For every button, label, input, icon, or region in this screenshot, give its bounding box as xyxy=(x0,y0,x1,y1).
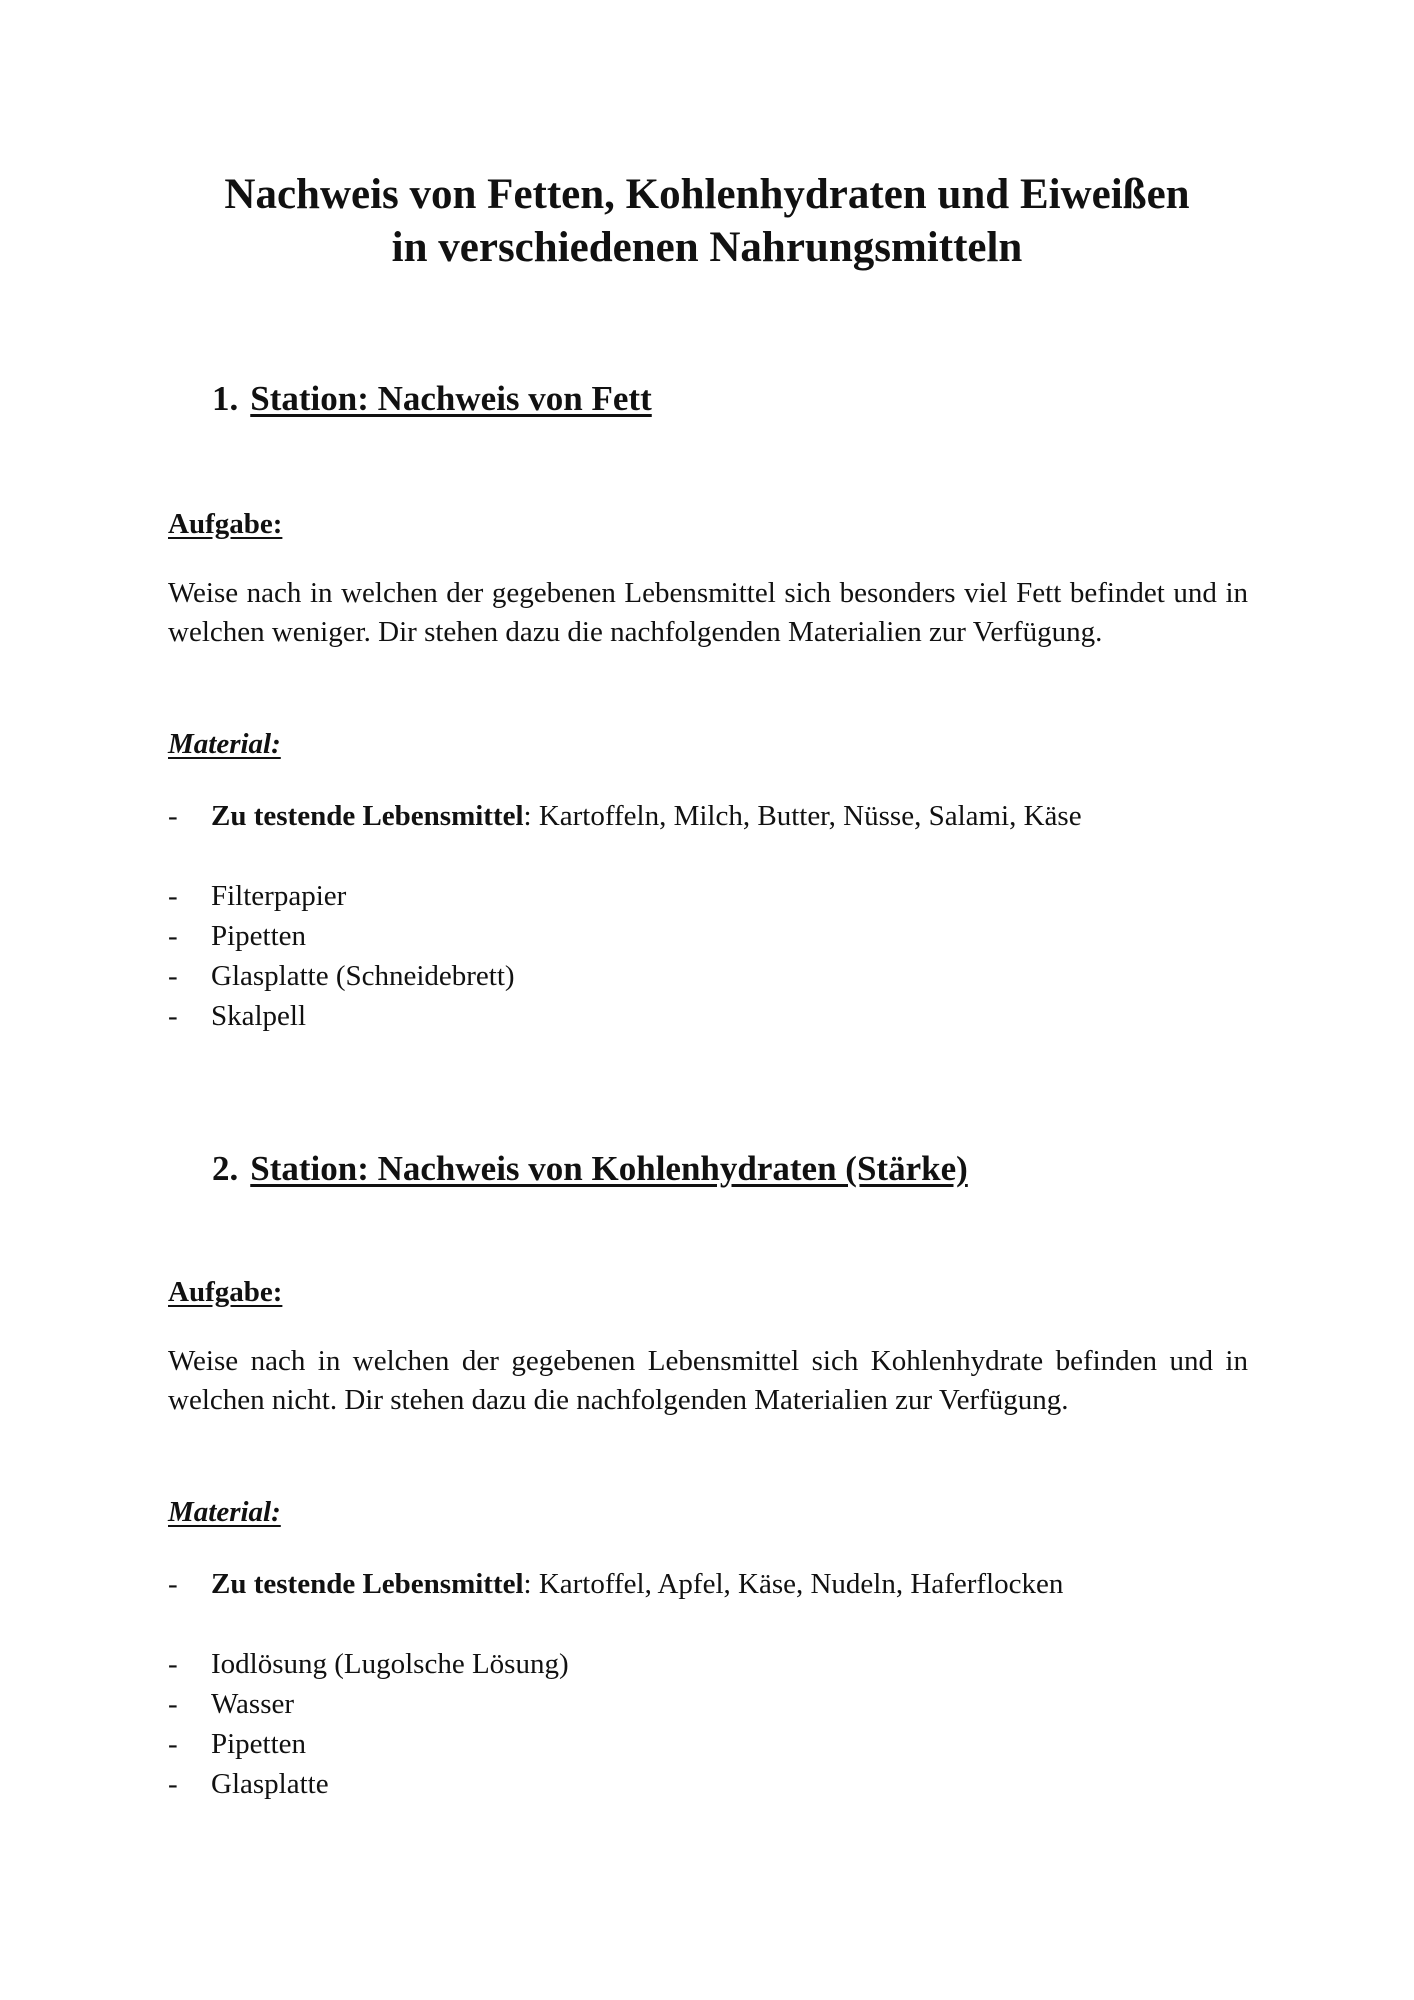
material-item: Skalpell xyxy=(211,1000,307,1032)
material-item: Pipetten xyxy=(211,1728,307,1760)
station-1-task-label: Aufgabe: xyxy=(168,508,283,540)
station-2-materials-list xyxy=(168,1644,569,1804)
station-1-materials-list xyxy=(168,876,515,1036)
list-dash: - xyxy=(168,880,178,912)
station-1-title: Station: Nachweis von Fett xyxy=(250,379,652,418)
material-item: Iodlösung (Lugolsche Lösung) xyxy=(211,1648,569,1680)
list-dash: - xyxy=(168,1728,178,1760)
foods-values: : Kartoffel, Apfel, Käse, Nudeln, Haferflocken xyxy=(523,1568,1064,1600)
list-dash: - xyxy=(168,800,178,832)
material-item: Wasser xyxy=(211,1688,295,1720)
station-1-foods-list xyxy=(168,796,1082,836)
list-item xyxy=(168,1724,569,1764)
station-2-heading xyxy=(212,1148,968,1190)
station-2-material-label: Material: xyxy=(168,1496,281,1528)
foods-values: : Kartoffeln, Milch, Butter, Nüsse, Salami, Käse xyxy=(523,800,1082,832)
document-title xyxy=(0,168,1414,274)
list-dash: - xyxy=(168,1568,178,1600)
material-item: Glasplatte xyxy=(211,1768,329,1800)
list-dash: - xyxy=(168,960,178,992)
list-item xyxy=(168,996,515,1036)
list-dash: - xyxy=(168,1768,178,1800)
station-1-number: 1. xyxy=(212,379,239,418)
title-line-1: Nachweis von Fetten, Kohlenhydraten und Eiweißen xyxy=(224,171,1190,218)
station-1-material-label: Material: xyxy=(168,728,281,760)
station-2-foods-list xyxy=(168,1564,1063,1604)
station-1-heading xyxy=(212,378,652,420)
station-2-task-text: Weise nach in welchen der gegebenen Lebensmittel sich Kohlenhydrate befinden und in welchen nicht. Dir stehen dazu die nachfolgenden Materialien zur Verfügung. xyxy=(168,1345,1248,1416)
list-item xyxy=(168,1684,569,1724)
station-2-task-label: Aufgabe: xyxy=(168,1276,283,1308)
list-item xyxy=(168,916,515,956)
station-2-number: 2. xyxy=(212,1149,239,1188)
station-2-title: Station: Nachweis von Kohlenhydraten (Stärke) xyxy=(250,1149,968,1188)
list-item xyxy=(168,876,515,916)
list-dash: - xyxy=(168,1688,178,1720)
list-item xyxy=(168,1564,1063,1604)
foods-label: Zu testende Lebensmittel xyxy=(211,800,524,832)
station-1-task-text: Weise nach in welchen der gegebenen Lebensmittel sich besonders viel Fett befindet und in welchen weniger. Dir stehen dazu die nachfolgenden Materialien zur Verfügung. xyxy=(168,577,1248,648)
list-dash: - xyxy=(168,1648,178,1680)
list-item xyxy=(168,956,515,996)
title-line-2: in verschiedenen Nahrungsmitteln xyxy=(391,224,1023,271)
list-item xyxy=(168,1764,569,1804)
material-item: Glasplatte (Schneidebrett) xyxy=(211,960,515,992)
list-dash: - xyxy=(168,1000,178,1032)
material-item: Filterpapier xyxy=(211,880,347,912)
list-item xyxy=(168,1644,569,1684)
list-item xyxy=(168,796,1082,836)
material-item: Pipetten xyxy=(211,920,307,952)
foods-label: Zu testende Lebensmittel xyxy=(211,1568,524,1600)
list-dash: - xyxy=(168,920,178,952)
